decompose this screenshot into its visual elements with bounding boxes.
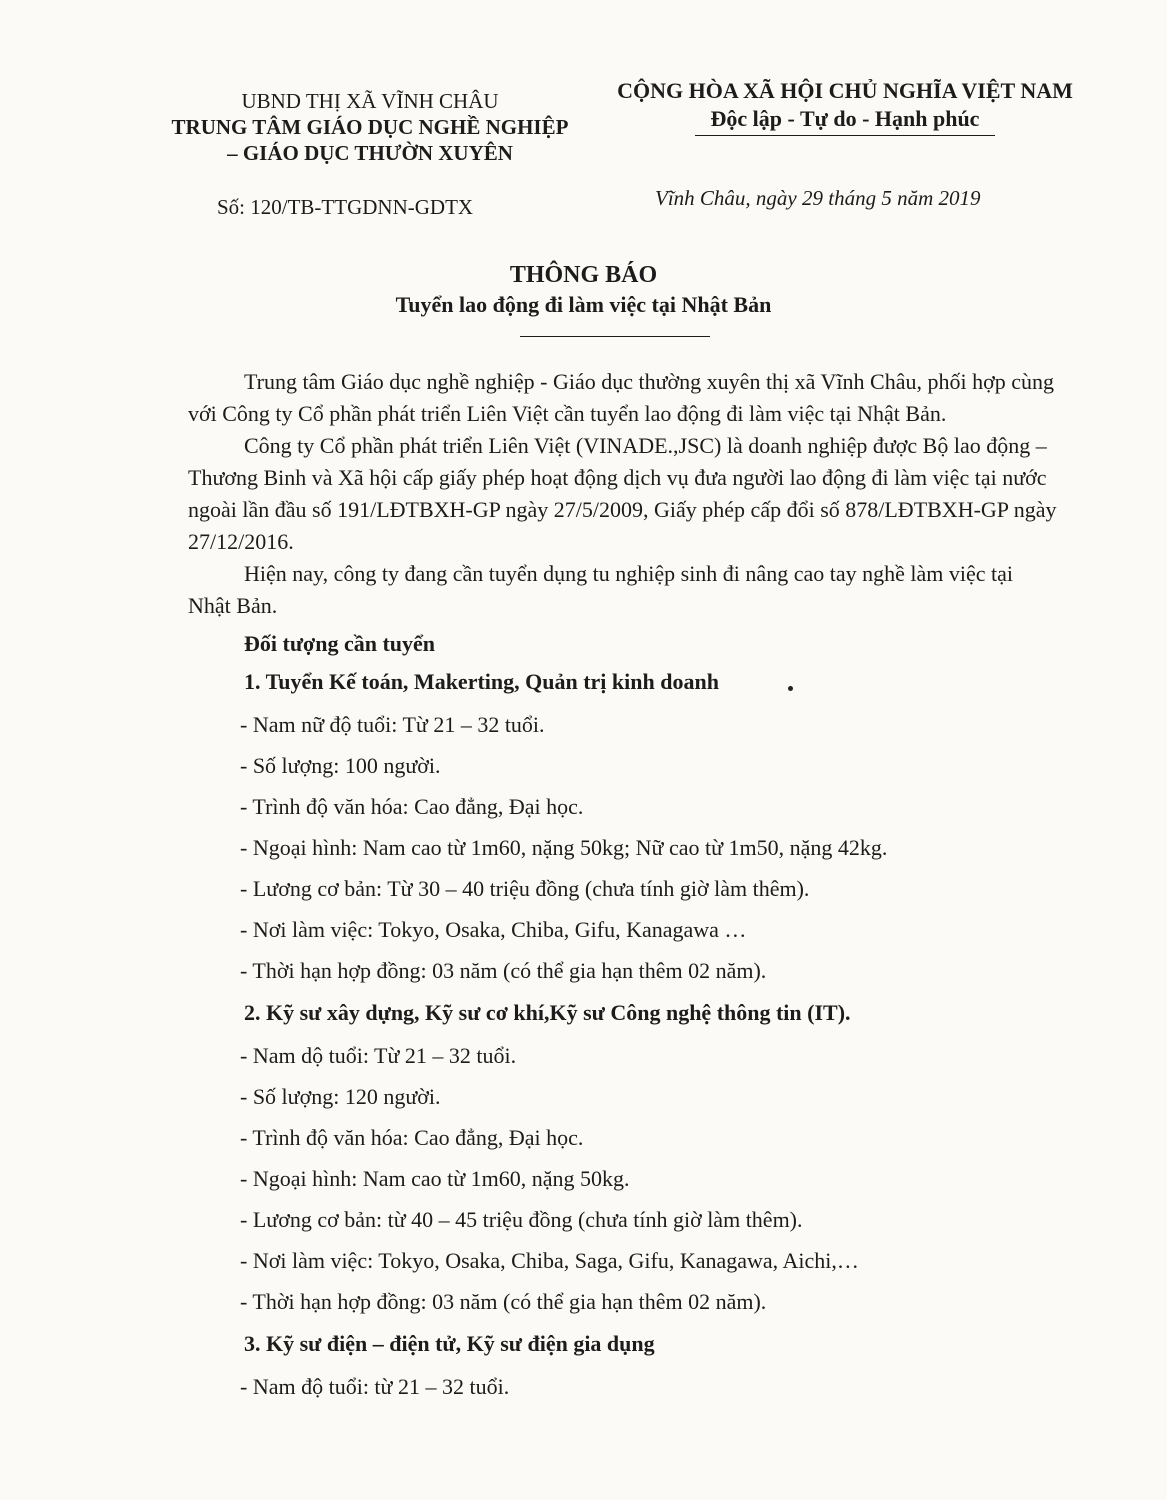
list-item: - Số lượng: 120 người. bbox=[240, 1084, 441, 1109]
document-date: Vĩnh Châu, ngày 29 tháng 5 năm 2019 bbox=[655, 186, 981, 210]
motto-underline bbox=[695, 135, 995, 136]
list-item: - Nam dộ tuổi: Từ 21 – 32 tuổi. bbox=[240, 1043, 517, 1068]
group-heading: 2. Kỹ sư xây dựng, Kỹ sư cơ khí,Kỹ sư Công nghệ thông tin (IT). bbox=[244, 1000, 851, 1025]
group-1 bbox=[188, 666, 1058, 991]
list-item: - Nơi làm việc: Tokyo, Osaka, Chiba, Gifu, Kanagawa … bbox=[240, 917, 747, 942]
section-heading: Đối tượng cần tuyển bbox=[244, 631, 436, 656]
list-item: - Ngoại hình: Nam cao từ 1m60, nặng 50kg. bbox=[240, 1166, 630, 1191]
issuer-header bbox=[150, 88, 590, 166]
title-underline bbox=[520, 336, 710, 337]
list-item: - Ngoại hình: Nam cao từ 1m60, nặng 50kg; Nữ cao từ 1m50, nặng 42kg. bbox=[240, 835, 888, 860]
issuer-parent-org: UBND THỊ XÃ VĨNH CHÂU bbox=[241, 89, 499, 113]
issuer-name-line1: TRUNG TÂM GIÁO DỤC NGHỀ NGHIỆP bbox=[171, 115, 569, 139]
national-header bbox=[600, 77, 1090, 136]
paragraph-company: Công ty Cổ phần phát triển Liên Việt (VINADE.,JSC) là doanh nghiệp được Bộ lao động – Thương Binh và Xã hội cấp giấy phép hoạt động dịch vụ đưa người lao động đi làm việc tại nước ngoài lần đầu số 191/LĐTBXH-GP ngày 27/5/2009, Giấy phép cấp đổi số 878/LĐTBXH-GP ngày 27/12/2016. bbox=[188, 433, 1057, 554]
list-item: - Nam nữ độ tuổi: Từ 21 – 32 tuổi. bbox=[240, 712, 545, 737]
document-number: Số: 120/TB-TTGDNN-GDTX bbox=[217, 195, 474, 219]
group-heading: 1. Tuyển Kế toán, Makerting, Quản trị kinh doanh bbox=[244, 669, 719, 694]
document-subtitle: Tuyển lao động đi làm việc tại Nhật Bản bbox=[395, 292, 772, 317]
list-item: - Lương cơ bản: Từ 30 – 40 triệu đồng (chưa tính giờ làm thêm). bbox=[240, 876, 810, 901]
document-body bbox=[188, 366, 1058, 1407]
paragraph-intro: Trung tâm Giáo dục nghề nghiệp - Giáo dục thường xuyên thị xã Vĩnh Châu, phối hợp cùng với Công ty Cổ phần phát triển Liên Việt cần tuyển lao động đi làm việc tại Nhật Bản. bbox=[188, 369, 1054, 426]
list-item: - Lương cơ bản: từ 40 – 45 triệu đồng (chưa tính giờ làm thêm). bbox=[240, 1207, 803, 1232]
country-name: CỘNG HÒA XÃ HỘI CHỦ NGHĨA VIỆT NAM bbox=[617, 78, 1073, 103]
issuer-name-line2: – GIÁO DỤC THƯỜN XUYÊN bbox=[227, 141, 513, 165]
national-motto: Độc lập - Tự do - Hạnh phúc bbox=[710, 106, 980, 131]
group-2 bbox=[188, 997, 1058, 1322]
list-item: - Nam độ tuổi: từ 21 – 32 tuổi. bbox=[240, 1374, 510, 1399]
list-item: - Thời hạn hợp đồng: 03 năm (có thể gia hạn thêm 02 năm). bbox=[240, 958, 767, 983]
list-item: - Số lượng: 100 người. bbox=[240, 753, 441, 778]
group-3 bbox=[188, 1328, 1058, 1407]
paragraph-recruitment: Hiện nay, công ty đang cần tuyển dụng tu nghiệp sinh đi nâng cao tay nghề làm việc tại Nhật Bản. bbox=[188, 561, 1013, 618]
ink-speck bbox=[788, 686, 793, 691]
group-heading: 3. Kỹ sư điện – điện tử, Kỹ sư điện gia dụng bbox=[244, 1331, 655, 1356]
list-item: - Nơi làm việc: Tokyo, Osaka, Chiba, Saga, Gifu, Kanagawa, Aichi,… bbox=[240, 1248, 859, 1273]
list-item: - Thời hạn hợp đồng: 03 năm (có thể gia hạn thêm 02 năm). bbox=[240, 1289, 767, 1314]
list-item: - Trình độ văn hóa: Cao đẳng, Đại học. bbox=[240, 1125, 584, 1150]
document-title: THÔNG BÁO bbox=[509, 262, 658, 288]
list-item: - Trình độ văn hóa: Cao đẳng, Đại học. bbox=[240, 794, 584, 819]
